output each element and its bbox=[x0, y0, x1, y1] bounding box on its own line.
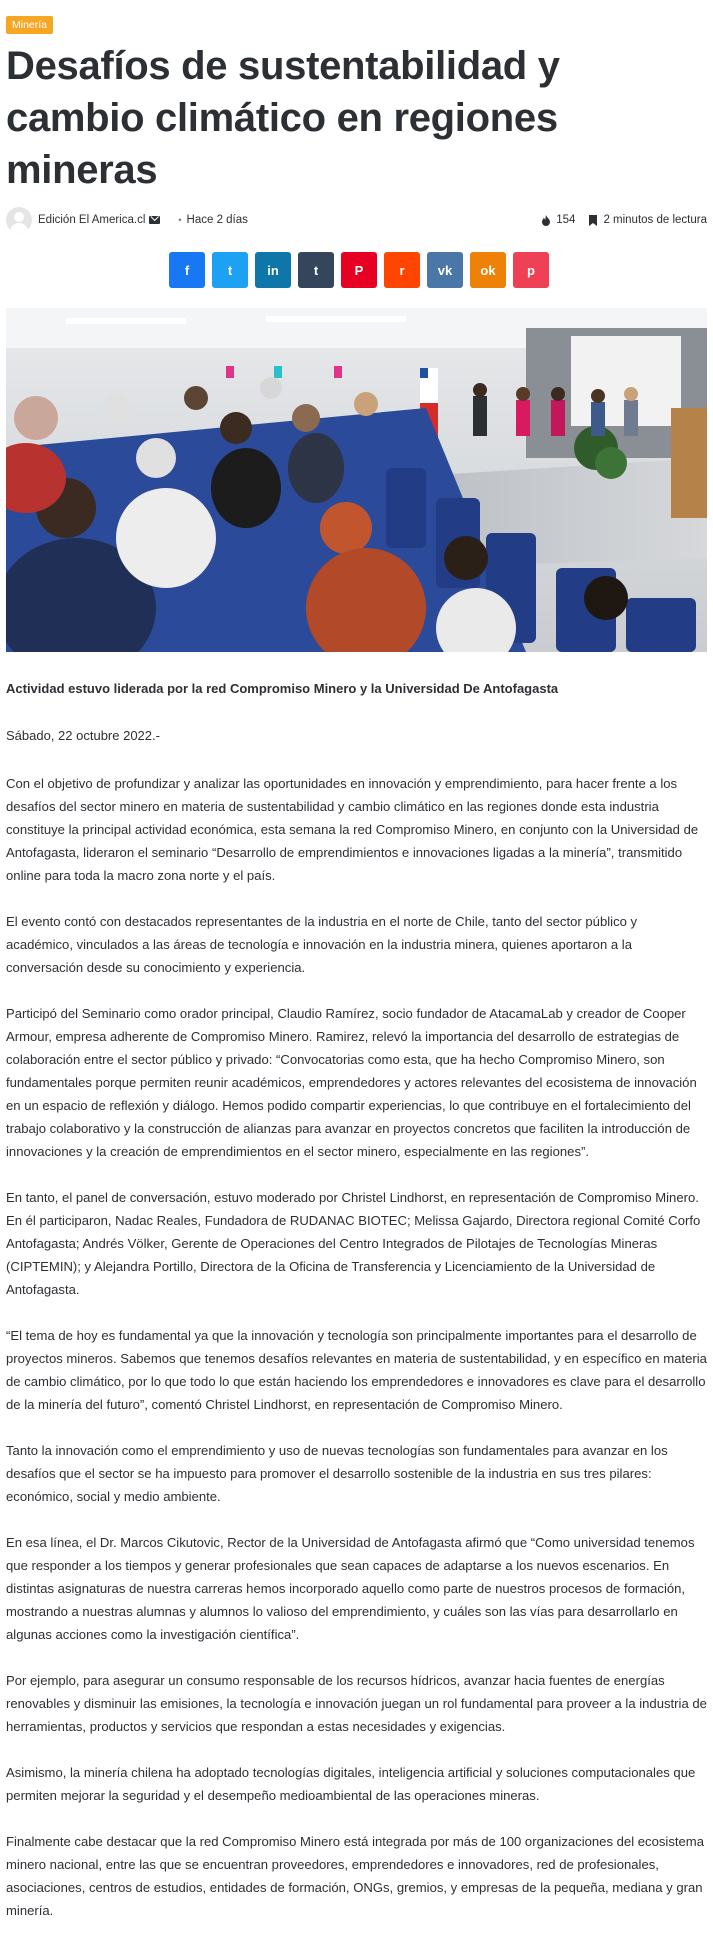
reading-time: 2 minutos de lectura bbox=[603, 214, 707, 226]
twitter-share-button[interactable] bbox=[212, 252, 248, 288]
facebook-icon: f bbox=[184, 262, 190, 278]
meta-stats bbox=[541, 214, 707, 226]
odnoklassniki-icon: ok bbox=[480, 262, 496, 278]
pocket-icon: p bbox=[527, 262, 535, 278]
dateline: Sábado, 22 octubre 2022.- bbox=[6, 728, 160, 743]
pinterest-share-button[interactable] bbox=[341, 252, 377, 288]
body-paragraph: Tanto la innovación como el emprendimiento y uso de nuevas tecnologías son fundamentales para avanzar en los desafíos que el sector se ha impuesto para promover el desarrollo sostenible de la industria en sus tres pilares: económico, social y medio ambiente. bbox=[6, 1443, 668, 1504]
fire-icon bbox=[541, 215, 551, 226]
linkedin-share-button[interactable] bbox=[255, 252, 291, 288]
article-body bbox=[6, 772, 707, 1945]
facebook-share-button[interactable] bbox=[169, 252, 205, 288]
body-paragraph: En tanto, el panel de conversación, estuvo moderado por Christel Lindhorst, en representación de Compromiso Minero. En él participaron, Nadac Reales, Fundadora de RUDANAC BIOTEC; Melissa Gajardo, Directora regional Comité Corfo Antofagasta; Andrés Völker, Gerente de Operaciones del Centro Integrados de Pilotajes de Tecnologías Mineras (CIPTEMIN); y Alejandra Portillo, Directora de la Oficina de Transferencia y Licenciamiento de la Universidad de Antofagasta. bbox=[6, 1190, 701, 1297]
pocket-share-button[interactable] bbox=[513, 252, 549, 288]
body-paragraph: Finalmente cabe destacar que la red Compromiso Minero está integrada por más de 100 organizaciones del ecosistema minero nacional, entre las que se encuentran proveedores, emprendedores e innovadores, red de profesionales, asociaciones, centros de estudios, entidades de formación, ONGs, gremios, y empresas de la pequeña, mediana y gran minería. bbox=[6, 1834, 704, 1918]
tumblr-icon: t bbox=[313, 262, 319, 278]
body-paragraph: El evento contó con destacados representantes de la industria en el norte de Chile, tanto del sector público y académico, vinculados a las áreas de tecnología e innovación en la industria minera, quienes aportaron a la conversación desde su conocimiento y experiencia. bbox=[6, 914, 638, 975]
reddit-icon: r bbox=[399, 262, 405, 278]
body-paragraph: Asimismo, la minería chilena ha adoptado tecnologías digitales, inteligencia artificial y soluciones computacionales que permiten mejorar la seguridad y el desempeño medioambiental de las operaciones mineras. bbox=[6, 1765, 696, 1803]
view-count: 154 bbox=[556, 214, 576, 226]
body-paragraph: En esa línea, el Dr. Marcos Cikutovic, Rector de la Universidad de Antofagasta afirmó que “Como universidad tenemos que responder a los tiempos y generar profesionales que sean capaces de adaptarse a los nuevos escenarios. En distintas asignaturas de nuestra carreras hemos incorporado aquello como parte de nuestros procesos de formación, mostrando a nuestras alumnas y alumnos lo valioso del emprendimiento, y cuáles son las vías para desarrollarlo en algunas acciones como la investigación científica”. bbox=[6, 1535, 695, 1642]
vk-icon: vk bbox=[437, 262, 453, 278]
article-title: Desafíos de sustentabilidad y cambio climático en regiones mineras bbox=[6, 44, 560, 192]
bookmark-icon bbox=[588, 215, 598, 226]
linkedin-icon: in bbox=[267, 262, 279, 278]
body-paragraph: Participó del Seminario como orador principal, Claudio Ramírez, socio fundador de AtacamaLab y creador de Cooper Armour, empresa adherente de Compromiso Minero. Ramirez, relevó la importancia del desarrollo de estrategias de colaboración entre el sector público y privado: “Convocatorias como esta, que ha hecho Compromiso Minero, son fundamentales porque permiten reunir académicos, emprendedores y actores relevantes del ecosistema de innovación en un espacio de reflexión y diálogo. Hemos podido compartir experiencias, lo que contribuye en el fortalecimiento del trabajo colaborativo y la construcción de alianzas para avanzar en proyectos concretos que faciliten la introducción de innovaciones y la creación de emprendimientos en el sector minero, especialmente en las regiones”. bbox=[6, 1006, 697, 1159]
reddit-share-button[interactable] bbox=[384, 252, 420, 288]
twitter-icon: t bbox=[227, 262, 233, 278]
odnoklassniki-share-button[interactable] bbox=[470, 252, 506, 288]
post-date: Hace 2 días bbox=[186, 214, 248, 226]
author-avatar[interactable] bbox=[6, 207, 32, 233]
vk-share-button[interactable] bbox=[427, 252, 463, 288]
body-paragraph: Con el objetivo de profundizar y analizar las oportunidades en innovación y emprendimiento, para hacer frente a los desafíos del sector minero en materia de sustentabilidad y cambio climático en las regiones donde esta industria constituye la principal actividad económica, esta semana la red Compromiso Minero, en conjunto con la Universidad de Antofagasta, lideraron el seminario “Desarrollo de emprendimientos e innovaciones ligadas a la minería”, transmitido online para toda la macro zona norte y el país. bbox=[6, 776, 699, 883]
category-badge[interactable]: Minería bbox=[6, 16, 53, 34]
article-hero-image bbox=[6, 308, 707, 652]
seminar-photo bbox=[6, 308, 707, 652]
pinterest-icon: P bbox=[354, 262, 364, 278]
mail-icon[interactable] bbox=[149, 216, 160, 224]
author-name[interactable]: Edición El America.cl bbox=[38, 214, 146, 226]
tumblr-share-button[interactable] bbox=[298, 252, 334, 288]
article-meta bbox=[6, 206, 707, 234]
clock-icon: • bbox=[178, 215, 182, 225]
share-bar bbox=[169, 252, 549, 288]
article-lead: Actividad estuvo liderada por la red Compromiso Minero y la Universidad De Antofagasta bbox=[6, 681, 559, 696]
body-paragraph: Por ejemplo, para asegurar un consumo responsable de los recursos hídricos, avanzar hacia fuentes de energías renovables y disminuir las emisiones, la tecnología e innovación juegan un rol fundamental para proveer a la industria de herramientas, productos y servicios que respondan a estas necesidades y exigencias. bbox=[6, 1673, 707, 1734]
body-paragraph: “El tema de hoy es fundamental ya que la innovación y tecnología son principalmente importantes para el desarrollo de proyectos mineros. Sabemos que tenemos desafíos relevantes en materia de sustentabilidad, y en específico en materia de cambio climático, por lo que todo lo que están haciendo los emprendedores e innovadores es clave para el desarrollo de la minería del futuro”, comentó Christel Lindhorst, en representación de Compromiso Minero. bbox=[6, 1328, 707, 1412]
